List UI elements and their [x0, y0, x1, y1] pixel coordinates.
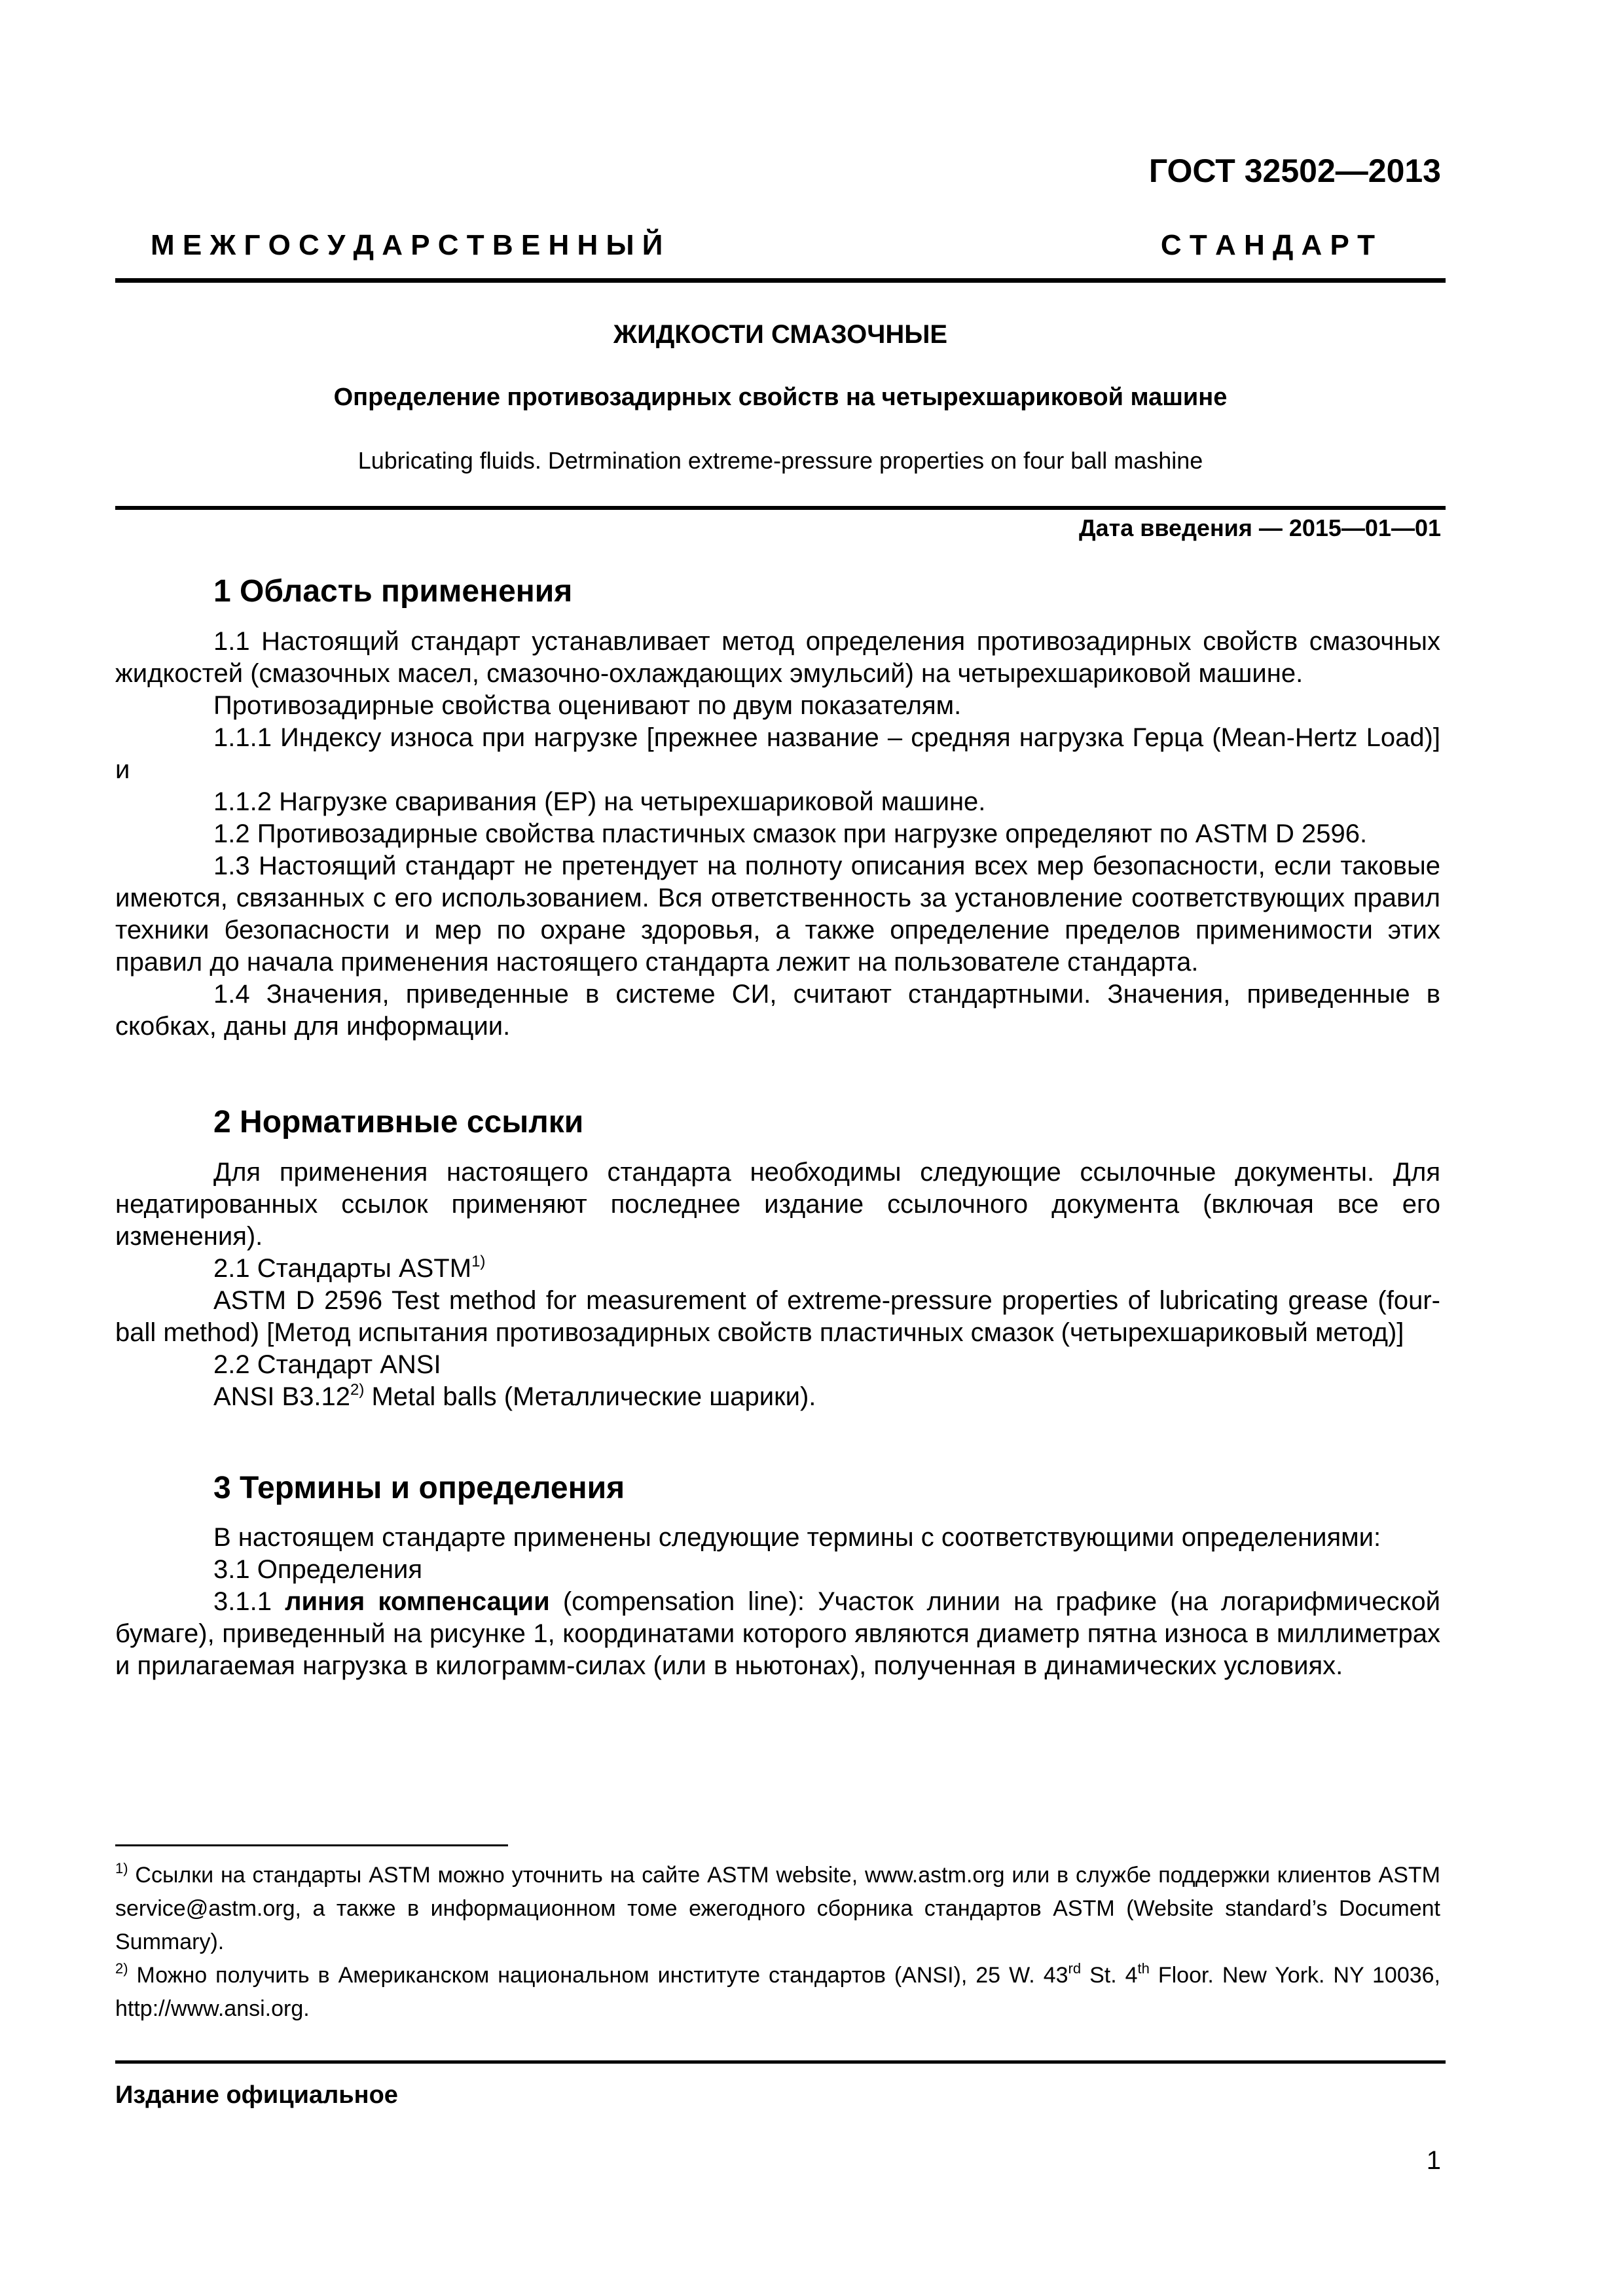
footnote-1-text: Ссылки на стандарты ASTM можно уточнить на сайте ASTM website, www.astm.org или в службе поддержки клиентов ASTM service@astm.org, а также в информационном томе ежегодного сборника стандартов ASTM (Website standard’s Document Summary).: [115, 1863, 1440, 1954]
section-3-body: [115, 1522, 1440, 1682]
ansi-code: ANSI B3.12: [213, 1382, 351, 1411]
footnote-2-text-b: St. 4: [1081, 1963, 1138, 1988]
page-number: 1: [1426, 2146, 1441, 2175]
english-title: Lubricating fluids. Detrmination extreme-pressure properties on four ball mashine: [357, 447, 1203, 474]
section-1-heading: 1 Область применения: [213, 574, 573, 609]
title-rule: [115, 506, 1446, 510]
banner-word-standard: С Т А Н Д А Р Т: [1160, 229, 1375, 261]
official-edition-label: Издание официальное: [115, 2081, 398, 2109]
footnote-1-mark: 1): [115, 1860, 128, 1876]
ordinal-th: th: [1137, 1960, 1150, 1977]
footnote-ref-2[interactable]: 2): [350, 1381, 365, 1399]
document-number: ГОСТ 32502—2013: [1148, 152, 1441, 189]
reference-astm-d2596: ASTM D 2596 Test method for measurement of extreme-pressure properties of lubricating grease (four-ball method) [Метод испытания противозадирных свойств пластичных смазок (четырехшариковый метод)]: [115, 1286, 1440, 1347]
paragraph-1-1-2: 1.1.2 Нагрузке сваривания (EP) на четырехшариковой машине.: [213, 787, 986, 816]
footer-rule: [115, 2060, 1446, 2064]
paragraph-1-1-1: 1.1.1 Индексу износа при нагрузке [прежнее название – средняя нагрузка Герца (Mean-Hertz Load)] и: [115, 723, 1440, 784]
interstate-standard-banner: [151, 229, 1375, 262]
footnote-1: [115, 1859, 1440, 1959]
footnote-separator: [115, 1844, 508, 1846]
section-2-heading: 2 Нормативные ссылки: [213, 1105, 584, 1139]
term-number: 3.1.1: [213, 1587, 285, 1616]
section-3-heading: 3 Термины и определения: [213, 1471, 625, 1505]
banner-word-interstate: М Е Ж Г О С У Д А Р С Т В Е Н Н Ы Й: [151, 229, 663, 261]
footnote-2-text-a: Можно получить в Американском национальном институте стандартов (ANSI), 25 W. 43: [128, 1963, 1068, 1988]
footnote-ref-1[interactable]: 1): [471, 1253, 486, 1270]
paragraph-indicators: Противозадирные свойства оценивают по двум показателям.: [213, 691, 962, 720]
document-subtitle: Определение противозадирных свойств на четырехшариковой машине: [333, 384, 1228, 411]
reference-ansi-b3-12: [115, 1381, 1440, 1413]
ordinal-rd: rd: [1068, 1960, 1082, 1977]
document-title: ЖИДКОСТИ СМАЗОЧНЫЕ: [613, 320, 948, 349]
paragraph-2-1: [115, 1253, 1440, 1285]
term-definition: (compensation line): Участок линии на графике (на логарифмической бумаге), приведенный на рисунке 1, координатами которого являются диаметр пятна износа в миллиметрах и прилагаемая нагрузка в килограмм-силах (или в ньютонах), полученная в динамических условиях.: [115, 1587, 1440, 1680]
paragraph-3-1: 3.1 Определения: [213, 1555, 423, 1584]
paragraph-terms-intro: В настоящем стандарте применены следующие термины с соответствующими определениями:: [213, 1523, 1381, 1552]
paragraph-1-2: 1.2 Противозадирные свойства пластичных смазок при нагрузке определяют по ASTM D 2596.: [213, 819, 1368, 848]
introduction-date: Дата введения — 2015—01—01: [1078, 514, 1441, 541]
astm-standards-label: 2.1 Стандарты ASTM: [213, 1254, 472, 1283]
paragraph-normative-intro: Для применения настоящего стандарта необходимы следующие ссылочные документы. Для недатированных ссылок применяют последнее издание ссылочного документа (включая все его изменения).: [115, 1158, 1440, 1251]
footnote-2-mark: 2): [115, 1960, 128, 1977]
footnote-2-text-c: Floor. New York. NY 10036, http://www.ansi.org.: [115, 1963, 1441, 2021]
paragraph-1-3: 1.3 Настоящий стандарт не претендует на полноту описания всех мер безопасности, если таковые имеются, связанных с его использованием. Вся ответственность за установление соответствующих правил техники безопасности и мер по охране здоровья, а также определение пределов применимости этих правил до начала применения настоящего стандарта лежит на пользователе стандарта.: [115, 852, 1440, 977]
footnote-2: [115, 1959, 1440, 2026]
header-rule: [115, 278, 1446, 283]
term-compensation-line: линия компенсации: [285, 1587, 550, 1616]
section-1-body: [115, 626, 1440, 1043]
section-2-body: [115, 1157, 1440, 1413]
paragraph-3-1-1: [115, 1586, 1440, 1682]
paragraph-1-4: 1.4 Значения, приведенные в системе СИ, считают стандартными. Значения, приведенные в скобках, даны для информации.: [115, 980, 1440, 1041]
ansi-title: Metal balls (Металлические шарики).: [364, 1382, 816, 1411]
paragraph-1-1: 1.1 Настоящий стандарт устанавливает метод определения противозадирных свойств смазочных жидкостей (смазочных масел, смазочно-охлаждающих эмульсий) на четырехшариковой машине.: [115, 627, 1440, 688]
paragraph-2-2: 2.2 Стандарт ANSI: [213, 1350, 441, 1379]
footnotes: [115, 1859, 1440, 2026]
